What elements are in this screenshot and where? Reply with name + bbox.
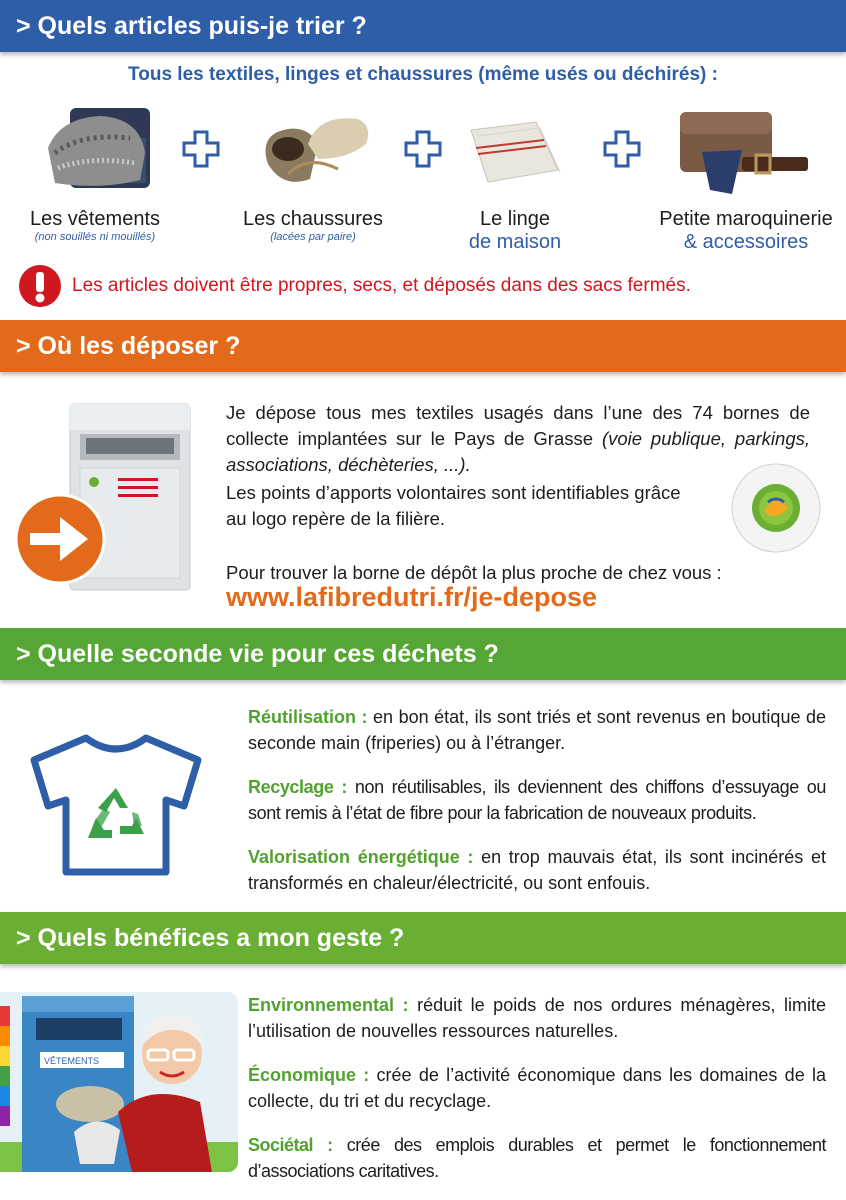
reuse-label: Réutilisation : <box>248 707 368 727</box>
warning-icon <box>18 264 62 308</box>
bin-label: VÊTEMENTS <box>44 1056 100 1066</box>
website-link[interactable]: www.lafibredutri.fr/je-depose <box>226 582 598 612</box>
item-title2-leather: & accessoires <box>683 231 809 253</box>
economy-label: Économique : <box>248 1065 370 1085</box>
environment-label: Environnemental : <box>248 995 409 1015</box>
energy-label: Valorisation énergétique : <box>248 847 474 867</box>
plus-icon <box>182 130 220 168</box>
find-bin-text: Pour trouver la borne de dépôt la plus proche de chez vous : <box>226 562 722 583</box>
woman-with-bin-photo <box>0 992 238 1172</box>
arrow-right-icon <box>14 493 106 585</box>
section-heading-deposit: > Où les déposer ? <box>0 320 846 372</box>
item-title-linen: Le linge <box>479 208 551 230</box>
section-heading-second-life: > Quelle seconde vie pour ces déchets ? <box>0 628 846 680</box>
recycle-text: non réutilisables, ils deviennent des chiffons d’essuyage ou sont remis à l’état de fibre pour la fabrication de nouveaux produits. <box>248 777 827 823</box>
section-heading-benefits: > Quels bénéfices a mon geste ? <box>0 912 846 964</box>
benefit-economy <box>248 1062 826 1114</box>
plus-icon <box>603 130 641 168</box>
item-sub-shoes: (lacées par paire) <box>270 231 356 243</box>
social-label: Sociétal : <box>248 1135 333 1155</box>
reuse-text: en bon état, ils sont triés et sont revenus en boutique de seconde main (friperies) ou à l’étranger. <box>248 707 826 753</box>
identification-text: Les points d’apports volontaires sont identifiables grâce au logo repère de la filière. <box>226 482 681 529</box>
benefit-environment <box>248 992 826 1044</box>
environment-text: réduit le poids de nos ordures ménagères, limite l’utilisation de nouvelles ressources naturelles. <box>248 995 826 1041</box>
recycle-label: Recyclage : <box>248 777 347 797</box>
economy-text: crée de l’activité économique dans les domaines de la collecte, du tri et du recyclage. <box>248 1065 826 1111</box>
leather-goods-image <box>672 102 812 198</box>
energy-text: en trop mauvais état, ils sont incinérés et transformés en chaleur/électricité, ou sont enfouis. <box>248 847 826 893</box>
benefit-social <box>248 1132 826 1184</box>
second-life-energy <box>248 844 826 896</box>
second-life-recycle <box>248 774 826 826</box>
item-title-shoes: Les chaussures <box>242 208 384 230</box>
deposit-text: Je dépose tous mes textiles usagés dans l’une des 74 bornes de collecte implantées sur le Pays de Grasse <box>226 402 810 449</box>
shoes-image <box>248 104 378 194</box>
second-life-reuse <box>248 704 826 756</box>
item-title-leather: Petite maroquinerie <box>659 208 833 230</box>
deposit-paragraph <box>226 400 810 478</box>
item-title-clothes: Les vêtements <box>29 208 161 230</box>
item-sub-clothes: (non souillés ni mouillés) <box>34 231 156 243</box>
tshirt-recycle-icon <box>28 730 204 878</box>
warning-text: Les articles doivent être propres, secs, et déposés dans des sacs fermés. <box>72 275 691 296</box>
deposit-text-italic: (voie publique, parkings, associations, déchèteries, ...). <box>226 428 810 475</box>
articles-intro: Tous les textiles, linges et chaussures (même usés ou déchirés) : <box>128 64 718 85</box>
eco-tlc-logo <box>730 462 822 554</box>
social-text: crée des emplois durables et permet le fonctionnement d’associations caritatives. <box>248 1135 826 1181</box>
item-title2-linen: de maison <box>468 231 562 253</box>
plus-icon <box>404 130 442 168</box>
clothes-image <box>40 98 160 198</box>
section-heading-articles: > Quels articles puis-je trier ? <box>0 0 846 52</box>
linen-image <box>466 110 566 190</box>
